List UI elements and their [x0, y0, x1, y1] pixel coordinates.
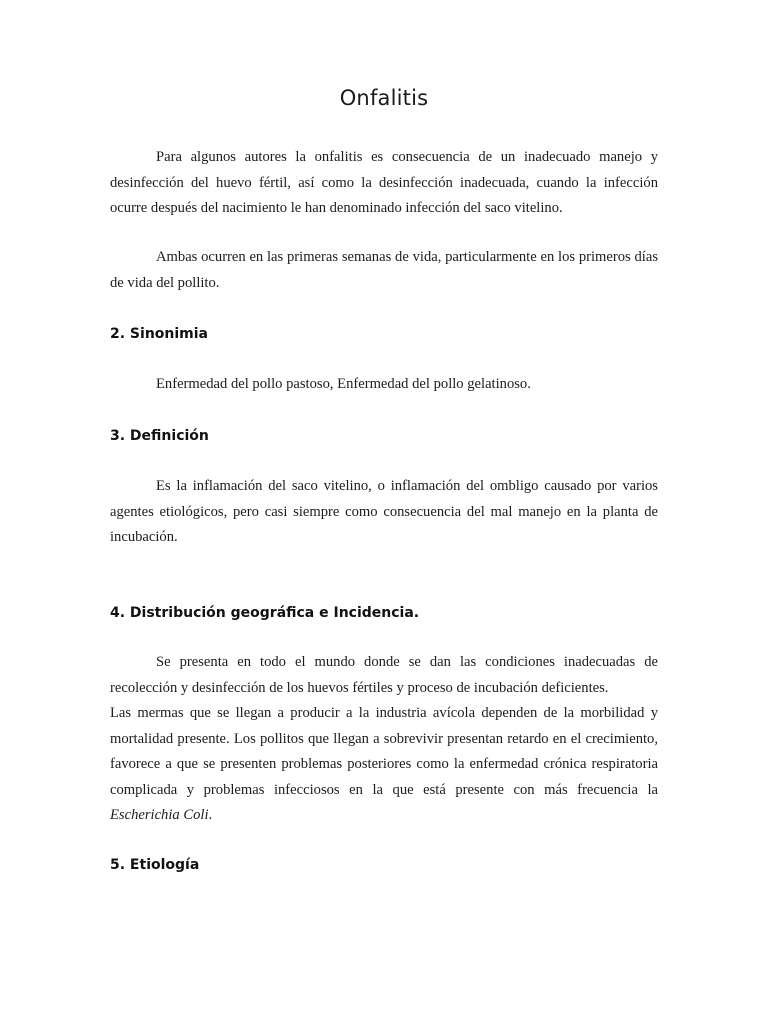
section-heading-etiologia: 5. Etiología	[110, 857, 200, 873]
species-name: Escherichia Coli	[110, 807, 209, 823]
section-text-distribucion-2	[110, 701, 658, 829]
document-title: Onfalitis	[339, 86, 429, 110]
distribucion-end-text: .	[208, 807, 213, 823]
section-heading-definicion: 3. Definición	[110, 428, 209, 444]
distribucion-main-text: Las mermas que se llegan a producir a la industria avícola dependen de la morbilidad y mortalidad presente. Los pollitos que llegan a sobrevivir presentan retardo en el crecimiento, favorece a que se presenten problemas posteriores como la enfermedad crónica respiratoria complicada y problemas infecciosos en la que está presente con más frecuencia la	[110, 705, 658, 798]
section-text-sinonimia: Enfermedad del pollo pastoso, Enfermedad del pollo gelatinoso.	[156, 376, 531, 392]
intro-paragraph-2: Ambas ocurren en las primeras semanas de vida, particularmente en los primeros días de vida del pollito.	[110, 249, 658, 291]
intro-paragraph-1: Para algunos autores la onfalitis es consecuencia de un inadecuado manejo y desinfección del huevo fértil, así como la desinfección inadecuada, cuando la infección ocurre después del nacimiento le han denominado infección del saco vitelino.	[110, 149, 658, 216]
section-heading-distribucion: 4. Distribución geográfica e Incidencia.	[110, 605, 420, 621]
section-text-distribucion-1: Se presenta en todo el mundo donde se dan las condiciones inadecuadas de recolección y desinfección de los huevos fértiles y proceso de incubación deficientes.	[110, 654, 658, 696]
section-heading-sinonimia: 2. Sinonimia	[110, 326, 208, 342]
section-text-definicion: Es la inflamación del saco vitelino, o inflamación del ombligo causado por varios agentes etiológicos, pero casi siempre como consecuencia del mal manejo en la planta de incubación.	[110, 478, 658, 545]
